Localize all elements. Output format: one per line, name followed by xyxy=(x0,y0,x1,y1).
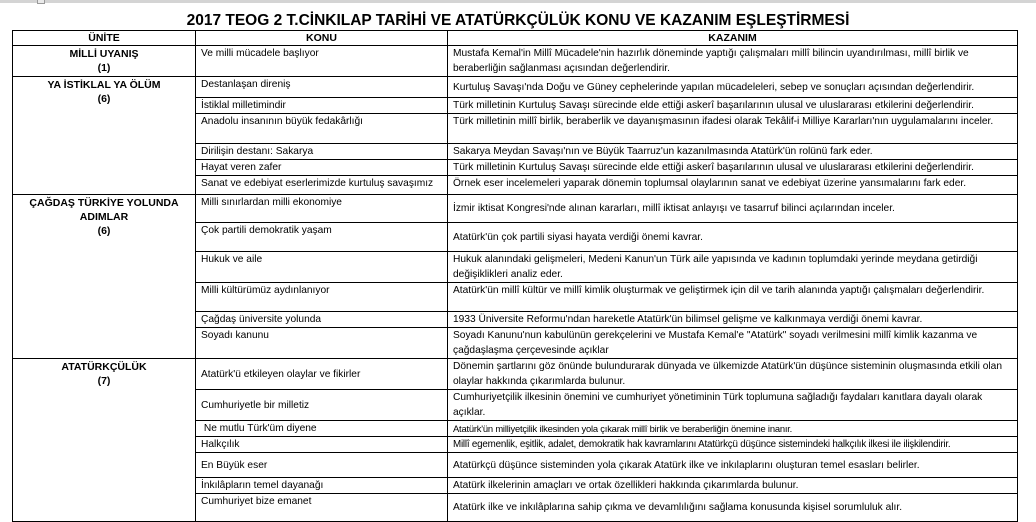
outcome-cell: Atatürk'ün millî kültür ve millî kimlik oluşturmak ve geliştirmek için dil ve tarih alanında yaptığı çalışmaları değerlendirir. xyxy=(448,283,1018,312)
unit-count: (6) xyxy=(97,93,111,105)
window-top-bar xyxy=(0,0,1036,3)
outcome-cell: Atatürk'ün milliyetçilik ilkesinden yola çıkarak millî birlik ve beraberliğin önemine inanır. xyxy=(448,421,1018,437)
unit-name: MİLLİ UYANIŞ xyxy=(69,48,139,60)
topic-cell: Milli kültürümüz aydınlanıyor xyxy=(196,283,448,312)
mapping-table xyxy=(12,30,1018,522)
outcome-cell: 1933 Üniversite Reformu'ndan hareketle Atatürk'ün bilimsel gelişme ve kalkınmaya verdiği önemi kavrar. xyxy=(448,312,1018,328)
document-title: 2017 TEOG 2 T.CİNKILAP TARİHİ VE ATATÜRKÇÜLÜK KONU VE KAZANIM EŞLEŞTİRMESİ xyxy=(186,12,850,29)
outcome-cell: Atatürk ilkelerinin amaçları ve ortak özellikleri hakkında çıkarımlarda bulunur. xyxy=(448,478,1018,494)
unit-name: ÇAĞDAŞ TÜRKİYE YOLUNDA ADIMLAR xyxy=(29,197,179,223)
outcome-cell: Atatürk'ün çok partili siyasi hayata verdiği önemi kavrar. xyxy=(448,223,1018,252)
topic-cell: Anadolu insanının büyük fedakârlığı xyxy=(196,114,448,144)
topic-cell: Soyadı kanunu xyxy=(196,328,448,359)
topic-cell: Ve milli mücadele başlıyor xyxy=(196,46,448,77)
outcome-cell: Cumhuriyetçilik ilkesinin önemini ve cumhuriyet yönetiminin Türk toplumuna sağladığı faydaları kanıtlara dayalı olarak açıklar. xyxy=(448,390,1018,421)
outcome-cell: Türk milletinin Kurtuluş Savaşı sürecinde elde ettiği askerî başarılarının ulusal ve uluslararası etkilerini değerlendirir. xyxy=(448,98,1018,114)
topic-cell: Dirilişin destanı: Sakarya xyxy=(196,144,448,160)
unit-name: ATATÜRKÇÜLÜK xyxy=(61,361,147,373)
topic-cell: Cumhuriyet bize emanet xyxy=(196,494,448,522)
unit-cell xyxy=(13,77,196,195)
outcome-cell: Mustafa Kemal'in Millî Mücadele'nin hazırlık döneminde yaptığı çalışmaları millî bilincin uyandırılması, millî birlik ve beraberliğin sağlanması açısından değerlendirir. xyxy=(448,46,1018,77)
topic-cell: Sanat ve edebiyat eserlerimizde kurtuluş savaşımız xyxy=(196,176,448,195)
unit-count: (7) xyxy=(97,375,111,387)
topic-cell: Atatürk'ü etkileyen olaylar ve fikirler xyxy=(196,359,448,390)
topic-cell: En Büyük eser xyxy=(196,453,448,478)
topic-cell: Halkçılık xyxy=(196,437,448,453)
topic-cell: Cumhuriyetle bir milletiz xyxy=(196,390,448,421)
topic-cell: Hayat veren zafer xyxy=(196,160,448,176)
outcome-cell: Hukuk alanındaki gelişmeleri, Medeni Kanun'un Türk aile yapısında ve kadının toplumdaki yerinde meydana getirdiği değişiklikleri analiz eder. xyxy=(448,252,1018,283)
outcome-cell: Sakarya Meydan Savaşı'nın ve Büyük Taarruz'un kazanılmasında Atatürk'ün rolünü fark eder. xyxy=(448,144,1018,160)
outcome-cell: Atatürk ilke ve inkılâplarına sahip çıkma ve devamlılığını sağlama konusunda kişisel sorumluluk alır. xyxy=(448,494,1018,522)
topic-cell: Milli sınırlardan milli ekonomiye xyxy=(196,195,448,223)
topic-cell: Çok partili demokratik yaşam xyxy=(196,223,448,252)
outcome-cell: Millî egemenlik, eşitlik, adalet, demokratik hak kavramlarını Atatürkçü düşünce sistemindeki halkçılık ilkesi ile ilişkilendirir. xyxy=(448,437,1018,453)
topic-cell: İstiklal milletimindir xyxy=(196,98,448,114)
unit-count: (1) xyxy=(97,62,111,74)
topic-cell: Ne mutlu Türk'üm diyene xyxy=(196,421,448,437)
table-row xyxy=(13,195,1018,223)
unit-count: (6) xyxy=(97,225,111,237)
outcome-cell: Atatürkçü düşünce sisteminden yola çıkarak Atatürk ilke ve inkılaplarını oluşturan temel esasları belirler. xyxy=(448,453,1018,478)
header-unit: ÜNİTE xyxy=(13,31,196,46)
unit-cell xyxy=(13,359,196,522)
header-outcome: KAZANIM xyxy=(448,31,1018,46)
ruler-marker-icon[interactable] xyxy=(37,0,45,4)
topic-cell: Çağdaş üniversite yolunda xyxy=(196,312,448,328)
outcome-cell: Örnek eser incelemeleri yaparak dönemin toplumsal olaylarının sanat ve edebiyat üzerine yansımalarını fark eder. xyxy=(448,176,1018,195)
outcome-cell: Dönemin şartlarını göz önünde bulundurarak dünyada ve ülkemizde Atatürk'ün düşünce sisteminin oluşmasında etkili olan olaylar hakkında çıkarımlarda bulunur. xyxy=(448,359,1018,390)
outcome-cell: Soyadı Kanunu'nun kabulünün gerekçelerini ve Mustafa Kemal'e "Atatürk" soyadı verilmesini millî kimlik kazanma ve çağdaşlaşma çerçevesinde açıklar xyxy=(448,328,1018,359)
table-row xyxy=(13,46,1018,77)
outcome-cell: İzmir iktisat Kongresi'nde alınan kararları, millî iktisat anlayışı ve tasarruf bilinci açılarından inceler. xyxy=(448,195,1018,223)
header-topic: KONU xyxy=(196,31,448,46)
table-row xyxy=(13,359,1018,390)
unit-cell xyxy=(13,195,196,359)
outcome-cell: Türk milletinin millî birlik, beraberlik ve dayanışmasının ifadesi olarak Tekâlif-i Milliye Kararları'nın uygulamalarını inceler. xyxy=(448,114,1018,144)
table-row xyxy=(13,77,1018,98)
outcome-cell: Türk milletinin Kurtuluş Savaşı sürecinde elde ettiği askerî başarılarının ulusal ve uluslararası etkilerini değerlendirir. xyxy=(448,160,1018,176)
topic-cell: Destanlaşan direniş xyxy=(196,77,448,98)
unit-cell xyxy=(13,46,196,77)
outcome-cell: Kurtuluş Savaşı'nda Doğu ve Güney cephelerinde yapılan mücadeleleri, sebep ve sonuçları açısından değerlendirir. xyxy=(448,77,1018,98)
topic-cell: Hukuk ve aile xyxy=(196,252,448,283)
unit-name: YA İSTİKLAL YA ÖLÜM xyxy=(47,79,161,91)
topic-cell: İnkılâpların temel dayanağı xyxy=(196,478,448,494)
table-header-row xyxy=(13,31,1018,46)
